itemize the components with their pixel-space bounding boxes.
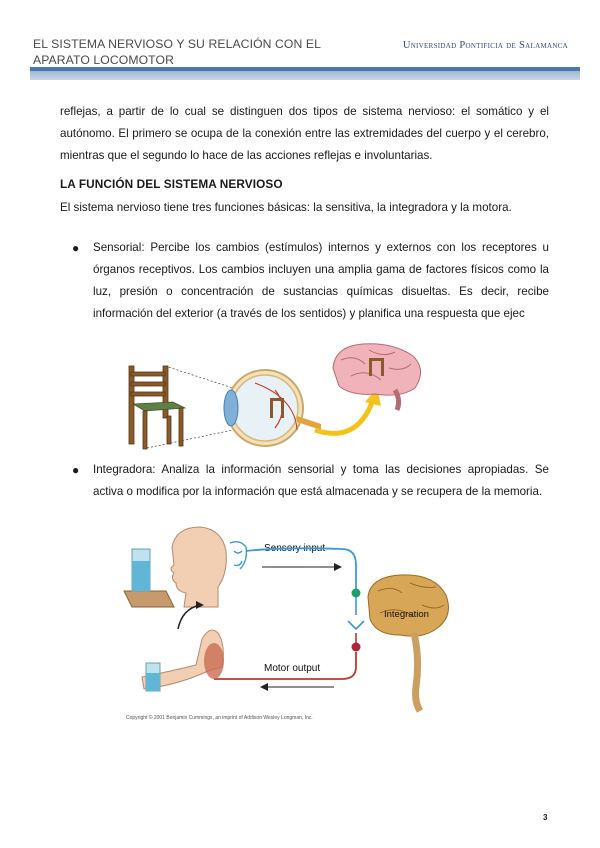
page-number: 3	[543, 813, 548, 822]
sensory-input-label: Sensory input	[264, 543, 326, 554]
sensory-perception-figure	[125, 338, 430, 453]
motor-output-label: Motor output	[264, 663, 321, 674]
functions-paragraph: El sistema nervioso tiene tres funciones básicas: la sensitiva, la integradora y la motora.	[60, 201, 512, 214]
intro-paragraph: reflejas, a partir de lo cual se distinguen dos tipos de sistema nervioso: el somático y el autónomo. El primero se ocupa de la conexión entre las extremidades del cuerpo y el cerebro, mientras que el segundo lo hace de las acciones reflejas e involuntarias.	[60, 105, 549, 162]
integration-diagram-figure	[122, 521, 460, 723]
eye-illustration	[224, 370, 321, 446]
bullet-icon: ●	[72, 463, 80, 477]
document-header-title: EL SISTEMA NERVIOSO Y SU RELACIÓN CON EL APARATO LOCOMOTOR	[33, 37, 321, 67]
section-heading: LA FUNCIÓN DEL SISTEMA NERVIOSO	[60, 177, 283, 191]
chair-illustration	[129, 366, 185, 449]
university-logo-text: Universidad Pontificia de Salamanca	[402, 40, 568, 51]
header-rule-shadow	[30, 71, 580, 80]
integration-label: Integration	[384, 609, 429, 620]
list-item-sensorial: Sensorial: Percibe los cambios (estímulos) internos y externos con los receptores u órganos receptivos. Los cambios incluyen una amplia gama de factores físicos como la luz, presión o concentración de sustancias químicas disueltas. Es decir, recibe información del exterior (a través de los sentidos) y planifica una respuesta que ejec	[93, 241, 549, 320]
list-item-integradora: Integradora: Analiza la información sensorial y toma las decisiones apropiadas. Se activa o modifica por la información que está almacenada y se recupera de la memoria.	[93, 463, 549, 498]
figure-copyright: Copyright © 2001 Benjamin Cummings, an imprint of Addison Wesley Longman, Inc.	[126, 715, 313, 721]
bullet-icon: ●	[72, 241, 80, 255]
